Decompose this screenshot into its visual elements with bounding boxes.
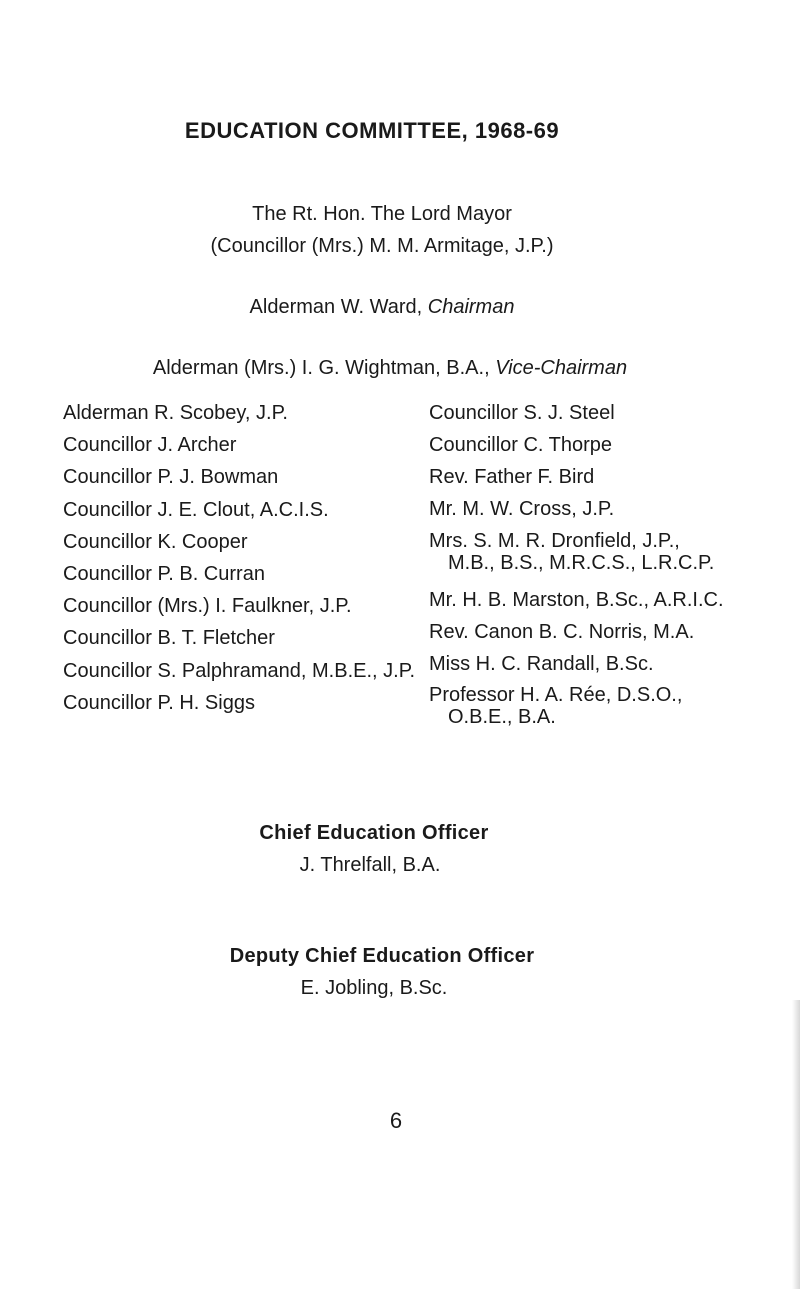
member-name: Miss H. C. Randall, B.Sc. <box>429 653 654 675</box>
member-name: Professor H. A. Rée, D.S.O., <box>429 684 683 706</box>
deputy-ceo-heading: Deputy Chief Education Officer <box>229 945 535 967</box>
member-name: Councillor S. J. Steel <box>429 402 615 424</box>
member-name: Councillor J. Archer <box>63 434 237 457</box>
member-name: Councillor C. Thorpe <box>429 434 613 456</box>
member-name: Councillor B. T. Fletcher <box>63 627 275 650</box>
member-name: Mr. M. W. Cross, J.P. <box>429 498 615 520</box>
members-left-column <box>63 397 415 719</box>
member-name: Rev. Canon B. C. Norris, M.A. <box>429 621 695 643</box>
chairman-line <box>0 296 782 319</box>
member-entry-multiline <box>429 684 724 728</box>
vice-chairman-line <box>0 357 790 380</box>
vice-chairman-role: Vice-Chairman <box>495 357 628 379</box>
ceo-heading: Chief Education Officer <box>259 822 489 844</box>
member-name: Councillor P. H. Siggs <box>63 691 255 714</box>
member-name: Councillor (Mrs.) I. Faulkner, J.P. <box>63 595 352 618</box>
page-number: 6 <box>389 1108 403 1133</box>
member-name: Alderman R. Scobey, J.P. <box>63 402 288 424</box>
member-qualifications: O.B.E., B.A. <box>448 706 556 728</box>
member-name: Rev. Father F. Bird <box>429 466 595 488</box>
member-name: Mrs. S. M. R. Dronfield, J.P., <box>429 530 680 552</box>
chairman-name: Alderman W. Ward, <box>249 296 428 318</box>
deputy-ceo-name: E. Jobling, B.Sc. <box>300 977 448 999</box>
chairman-role: Chairman <box>427 296 515 318</box>
member-name: Councillor J. E. Clout, A.C.I.S. <box>63 498 329 521</box>
member-name: Mr. H. B. Marston, B.Sc., A.R.I.C. <box>429 589 724 611</box>
member-name: Councillor P. J. Bowman <box>63 466 279 489</box>
member-name: Councillor K. Cooper <box>63 530 248 553</box>
page-title: EDUCATION COMMITTEE, 1968-69 <box>184 118 560 143</box>
ceo-name: J. Threlfall, B.A. <box>299 854 441 876</box>
vice-chairman-name: Alderman (Mrs.) I. G. Wightman, B.A., <box>152 357 496 379</box>
member-name: Councillor S. Palphramand, M.B.E., J.P. <box>63 659 416 682</box>
members-right-column <box>429 397 724 738</box>
lord-mayor-line: The Rt. Hon. The Lord Mayor <box>252 203 512 225</box>
member-name: Councillor P. B. Curran <box>63 563 265 586</box>
lord-mayor-name: (Councillor (Mrs.) M. M. Armitage, J.P.) <box>210 235 554 257</box>
page-edge-shadow <box>792 1000 800 1289</box>
member-qualifications: M.B., B.S., M.R.C.S., L.R.C.P. <box>448 552 715 574</box>
member-entry-multiline <box>429 530 724 574</box>
